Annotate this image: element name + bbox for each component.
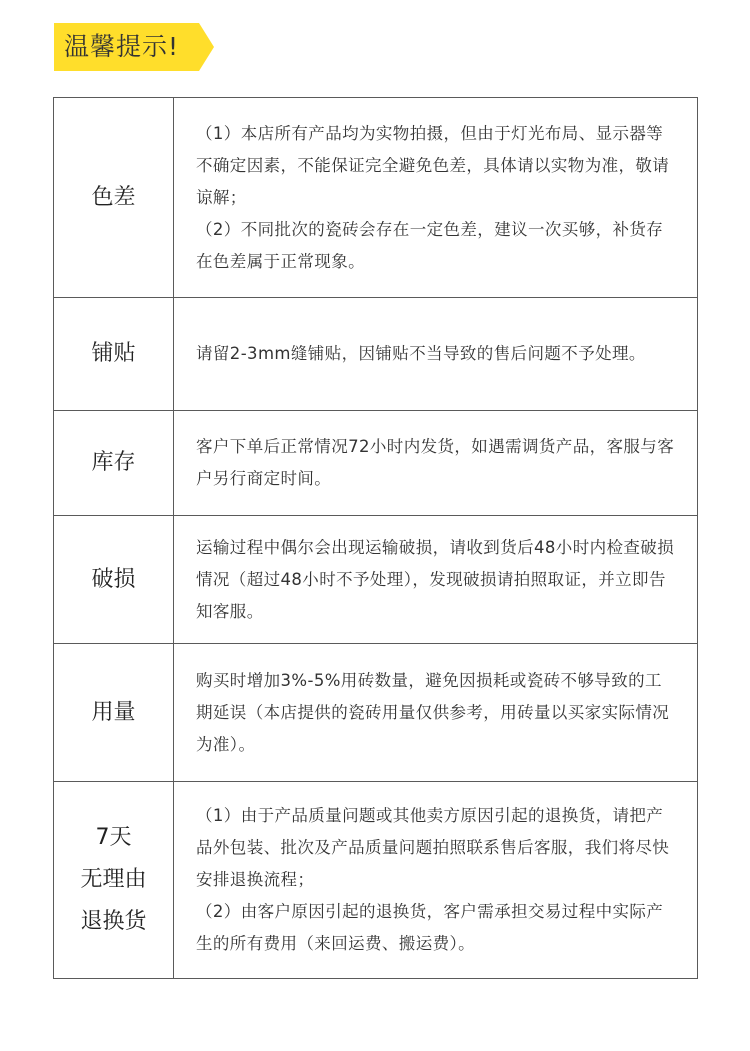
notice-banner <box>54 23 214 71</box>
table-row-color-difference <box>54 98 698 298</box>
row-paragraph: 客户下单后正常情况72小时内发货，如遇需调货产品，客服与客户另行商定时间。 <box>196 437 675 488</box>
row-paragraph: （1）由于产品质量问题或其他卖方原因引起的退换货，请把产品外包装、批次及产品质量问题拍照联系售后客服，我们将尽快安排退换流程； <box>196 806 670 889</box>
row-content <box>174 411 698 516</box>
table-row-returns <box>54 782 698 979</box>
row-content <box>174 516 698 644</box>
row-label <box>54 644 174 782</box>
row-label <box>54 298 174 411</box>
row-paragraph: 请留2-3mm缝铺贴，因铺贴不当导致的售后问题不予处理。 <box>196 344 646 363</box>
row-paragraph: （1）本店所有产品均为实物拍摄，但由于灯光布局、显示器等不确定因素，不能保证完全避免色差，具体请以实物为准，敬请谅解； <box>196 123 670 207</box>
row-paragraph: （2）由客户原因引起的退换货，客户需承担交易过程中实际产生的所有费用（来回运费、搬运费）。 <box>196 902 664 953</box>
row-paragraph: 购买时增加3%-5%用砖数量，避免因损耗或瓷砖不够导致的工期延误（本店提供的瓷砖用量仅供参考，用砖量以买家实际情况为准）。 <box>196 670 670 754</box>
row-label-line: 用量 <box>91 699 136 725</box>
row-label <box>54 516 174 644</box>
row-label <box>54 411 174 516</box>
row-label-line: 退换货 <box>80 909 147 934</box>
row-label <box>54 98 174 298</box>
row-paragraph: （2）不同批次的瓷砖会存在一定色差，建议一次买够，补货存在色差属于正常现象。 <box>196 219 664 271</box>
row-label-line: 铺贴 <box>91 341 136 366</box>
row-label-line: 库存 <box>91 450 136 475</box>
row-content <box>174 98 698 298</box>
row-content <box>174 644 698 782</box>
row-label-line: 破损 <box>91 566 136 592</box>
table-row-damage <box>54 516 698 644</box>
row-label-line: 色差 <box>91 184 136 210</box>
table-row-stock <box>54 411 698 516</box>
notice-table <box>53 97 698 979</box>
row-label-line: 无理由 <box>80 867 147 892</box>
row-content <box>174 298 698 411</box>
row-paragraph: 运输过程中偶尔会出现运输破损，请收到货后48小时内检查破损情况（超过48小时不予处理），发现破损请拍照取证，并立即告知客服。 <box>196 537 675 621</box>
table-row-quantity <box>54 644 698 782</box>
row-content <box>174 782 698 979</box>
row-label <box>54 782 174 979</box>
table-row-tiling <box>54 298 698 411</box>
banner-title: 温馨提示! <box>64 32 180 61</box>
row-label-line: 7天 <box>95 825 132 850</box>
